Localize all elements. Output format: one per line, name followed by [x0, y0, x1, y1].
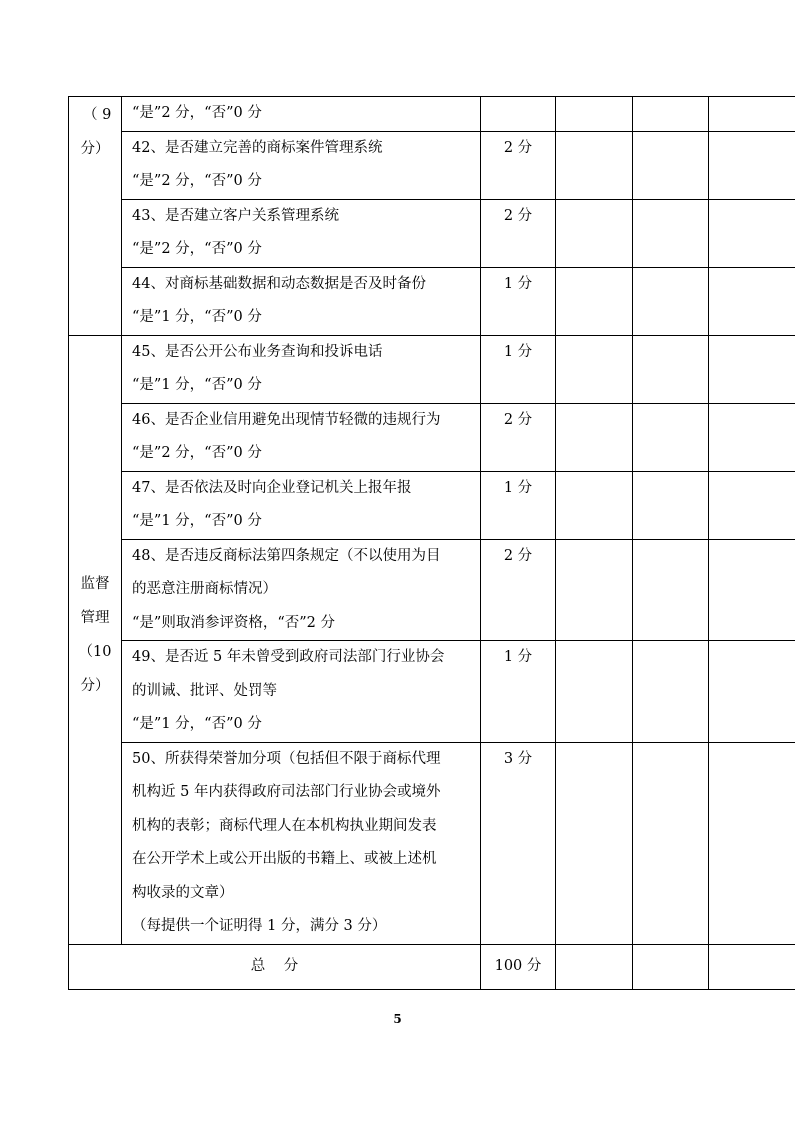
item-cell — [122, 199, 481, 267]
item-text: “是”1 分，“否”0 分 — [132, 513, 262, 529]
blank-cell — [633, 944, 709, 989]
item-text: 44、对商标基础数据和动态数据是否及时备份 — [132, 275, 426, 292]
blank-cell — [556, 267, 633, 335]
item-text: 45、是否公开公布业务查询和投诉电话 — [132, 343, 383, 360]
points-cell: 2 分 — [481, 131, 556, 199]
points-cell: 2 分 — [481, 403, 556, 471]
blank-cell — [633, 641, 709, 743]
item-text: “是”1 分，“否”0 分 — [132, 377, 262, 393]
category-b-line3: （10 — [78, 643, 112, 660]
blank-cell — [709, 539, 795, 641]
blank-cell — [709, 267, 795, 335]
blank-cell — [556, 539, 633, 641]
points-cell — [481, 97, 556, 132]
points-cell: 1 分 — [481, 471, 556, 539]
points-cell: 2 分 — [481, 539, 556, 641]
category-a-line1: （ 9 — [83, 107, 112, 123]
points-cell: 3 分 — [481, 742, 556, 944]
item-text: 47、是否依法及时向企业登记机关上报年报 — [132, 479, 412, 496]
category-a-line2: 分） — [80, 140, 110, 157]
blank-cell — [556, 944, 633, 989]
item-text: “是”则取消参评资格，“否”2 分 — [132, 614, 335, 631]
blank-cell — [709, 742, 795, 944]
category-cell-supervision — [69, 335, 122, 944]
item-text: “是”2 分，“否”0 分 — [132, 241, 262, 257]
item-text: “是”2 分，“否”0 分 — [132, 445, 262, 461]
blank-cell — [709, 97, 795, 132]
table-row — [69, 199, 795, 267]
blank-cell — [556, 97, 633, 132]
blank-cell — [556, 199, 633, 267]
category-b-line1: 监督 — [80, 575, 110, 592]
points-cell: 2 分 — [481, 199, 556, 267]
blank-cell — [633, 335, 709, 403]
item-cell — [122, 471, 481, 539]
item-text: 的训诫、批评、处罚等 — [132, 682, 277, 699]
total-points: 100 分 — [481, 944, 556, 989]
blank-cell — [556, 131, 633, 199]
item-cell — [122, 742, 481, 944]
blank-cell — [633, 742, 709, 944]
blank-cell — [556, 742, 633, 944]
table-row — [69, 471, 795, 539]
item-text: 49、是否近 5 年未曾受到政府司法部门行业协会 — [132, 649, 445, 665]
total-row — [69, 944, 795, 989]
item-cell — [122, 641, 481, 743]
blank-cell — [709, 403, 795, 471]
item-cell — [122, 335, 481, 403]
table-row — [69, 335, 795, 403]
item-text: 50、所获得荣誉加分项（包括但不限于商标代理 — [132, 750, 441, 767]
blank-cell — [709, 199, 795, 267]
item-text: 48、是否违反商标法第四条规定（不以使用为目 — [132, 547, 441, 564]
blank-cell — [633, 131, 709, 199]
table-row — [69, 539, 795, 641]
points-cell: 1 分 — [481, 267, 556, 335]
item-text: 机构近 5 年内获得政府司法部门行业协会或境外 — [132, 784, 441, 800]
table-row — [69, 641, 795, 743]
blank-cell — [556, 403, 633, 471]
blank-cell — [709, 944, 795, 989]
blank-cell — [556, 471, 633, 539]
total-label: 总 分 — [69, 944, 481, 989]
item-cell — [122, 403, 481, 471]
item-cell — [122, 131, 481, 199]
blank-cell — [633, 403, 709, 471]
blank-cell — [556, 641, 633, 743]
table-row — [69, 267, 795, 335]
points-cell: 1 分 — [481, 335, 556, 403]
blank-cell — [709, 641, 795, 743]
item-text: “是”1 分，“否”0 分 — [132, 716, 262, 732]
item-text: 在公开学术上或公开出版的书籍上、或被上述机 — [132, 851, 437, 867]
blank-cell — [709, 335, 795, 403]
blank-cell — [709, 131, 795, 199]
item-text: 42、是否建立完善的商标案件管理系统 — [132, 139, 383, 156]
blank-cell — [633, 539, 709, 641]
item-text: “是”2 分，“否”0 分 — [132, 105, 262, 121]
table-row — [69, 742, 795, 944]
item-cell — [122, 97, 481, 132]
item-cell — [122, 267, 481, 335]
item-text: 43、是否建立客户关系管理系统 — [132, 207, 339, 224]
item-cell — [122, 539, 481, 641]
item-text: 的恶意注册商标情况） — [132, 581, 277, 597]
points-cell: 1 分 — [481, 641, 556, 743]
category-b-line2: 管理 — [80, 609, 110, 626]
table-row — [69, 131, 795, 199]
item-text: 机构的表彰；商标代理人在本机构执业期间发表 — [132, 817, 437, 834]
blank-cell — [633, 267, 709, 335]
table-row — [69, 97, 795, 132]
blank-cell — [633, 199, 709, 267]
item-text: “是”1 分，“否”0 分 — [132, 309, 262, 325]
table-row — [69, 403, 795, 471]
blank-cell — [556, 335, 633, 403]
blank-cell — [633, 97, 709, 132]
item-text: （每提供一个证明得 1 分，满分 3 分） — [132, 918, 387, 934]
blank-cell — [709, 471, 795, 539]
scoring-table — [68, 96, 795, 990]
blank-cell — [633, 471, 709, 539]
page-number: 5 — [393, 1012, 402, 1026]
item-text: 构收录的文章） — [132, 884, 234, 901]
category-b-line4: 分） — [80, 677, 110, 694]
item-text: 46、是否企业信用避免出现情节轻微的违规行为 — [132, 411, 441, 428]
item-text: “是”2 分，“否”0 分 — [132, 173, 262, 189]
category-cell-technology — [69, 97, 122, 336]
